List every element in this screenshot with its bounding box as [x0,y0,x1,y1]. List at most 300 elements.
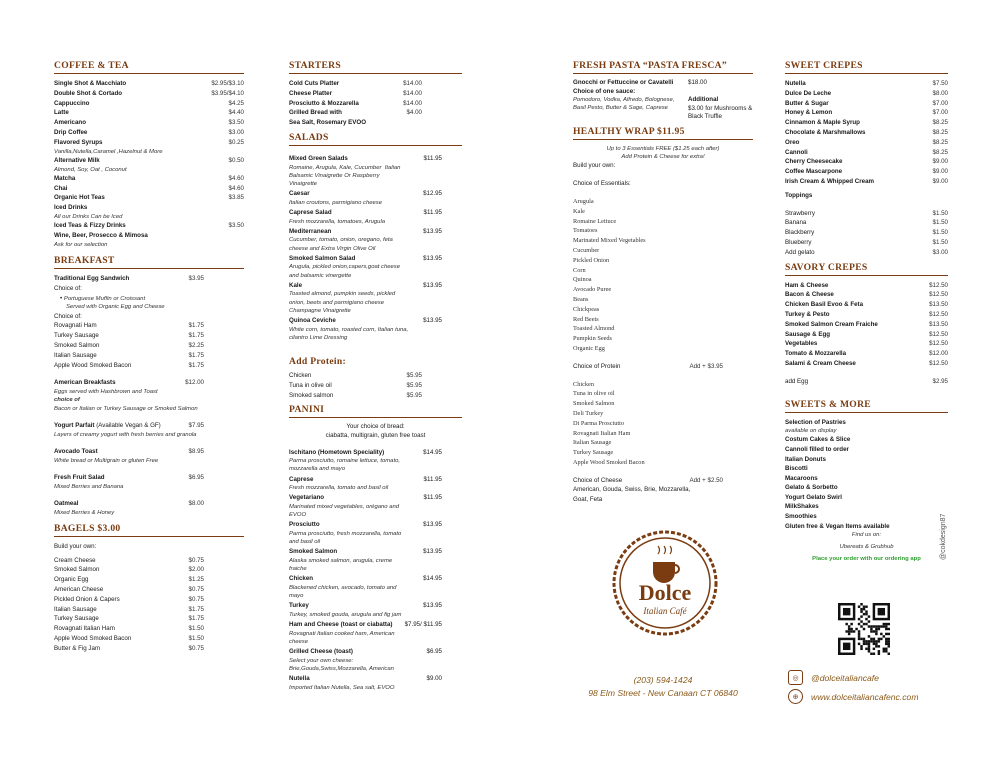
list-item: Marinated Mixed Vegetables [573,237,646,245]
item-description: Rovagnati Italian cooked ham, American cheese [289,630,395,645]
sweet-crepes-title: SWEET CREPES [785,60,948,74]
item-name: Grilled Cheese (toast) [289,648,353,656]
item-price: $11.95 [423,154,442,162]
item-price: $13.50 [929,301,948,309]
menu-row [785,359,948,369]
list-item: Biscotti [785,465,808,473]
add-egg-row: add Egg $2.95 [785,377,948,385]
item-name: Drip Coffee [54,128,88,136]
instagram-row[interactable] [788,670,958,685]
item-price: $3.85 [228,194,244,202]
iced-note: All our Drinks Can be Iced [54,213,123,220]
item-price: $8.25 [932,138,948,146]
choice-of-label-2: Choice of: [54,312,82,320]
menu-row [54,624,244,634]
item-price: $4.25 [228,99,244,107]
column-3 [573,56,753,504]
cheese-choice-row: Choice of Cheese Add + $2.50 [573,476,723,484]
item-price: $11.95 [423,494,442,502]
coffee-list [54,79,244,148]
menu-row [54,321,244,331]
item-name: Smoked Salmon Salad [289,254,356,262]
list-item: Rovagnati Italian Ham [573,429,631,437]
menu-row [54,341,244,351]
item-price: $3.95/$4.10 [211,89,244,97]
item-price: $1.75 [188,615,204,623]
item-name: Chicken Basil Evoo & Feta [785,301,864,309]
item-description: Parma prosciutto, fresh mozzarella, tomato and basil oil [289,530,402,546]
item-name: Matcha [54,174,76,182]
menu-item [289,255,462,280]
item-price: $9.00 [932,158,948,166]
item-name: Turkey Sausage [54,615,99,623]
instagram-handle[interactable]: @dolceitaliancafe [811,672,879,683]
menu-item [289,190,462,207]
bread-label: Your choice of bread: [346,423,405,431]
menu-row [54,644,244,654]
item-name: Cream Cheese [54,556,96,564]
item-price: $11.95 [423,208,442,216]
item-price: $1.50 [932,229,948,237]
alt-milk-price: $0.50 [228,156,244,164]
item-name: Oreo [785,138,800,146]
bread-options: ciabatta, multigrain, gluten free toast [325,431,426,439]
list-item: Chicken [573,380,594,388]
website-row[interactable] [788,689,958,704]
pasta-title: FRESH PASTA “PASTA FRESCA” [573,60,753,74]
menu-item [289,476,462,493]
alt-milk-name: Alternative Milk [54,156,100,164]
menu-row [785,157,948,167]
item-price: $8.25 [932,128,948,136]
menu-row [785,209,948,219]
list-item: Pumpkin Seeds [573,335,613,343]
item-price: $13.95 [423,548,442,556]
sweet-list [785,79,948,187]
item-price: $9.00 [426,675,442,683]
item-description: Toasted almond, pumpkin seeds, pickled onion, beets and parmigiano cheese Champagne Vinaigrette [289,291,396,314]
menu-item [289,282,462,315]
list-item: MilkShakes [785,503,819,511]
item-name: Vegetariano [289,494,325,502]
item-description: White corn, tomato, roasted corn, Italian tuna, cilantro Lime Dressing [289,326,409,341]
item-name: Iced Drinks [54,204,88,212]
item-name: Turkey & Pesto [785,310,830,318]
meat-list [54,321,244,370]
item-price: $12.95 [423,190,442,198]
menu-row [785,300,948,310]
item-price: $0.75 [188,556,204,564]
pastries-note: available on display [785,428,837,435]
list-item: Pickled Onion [573,256,610,264]
menu-item [289,648,462,673]
item-price: $4.60 [228,184,244,192]
list-item: Tuna in olive oil [573,390,615,398]
item-name: Latte [54,109,69,117]
item-name: Nutella [785,80,806,87]
item-name: Caprese [289,475,314,483]
item-name: Cappuccino [54,99,90,107]
bagels-title: BAGELS $3.00 [54,523,244,537]
item-price: $1.50 [932,209,948,217]
menu-row [54,79,244,89]
list-item: Smoked Salmon [573,400,615,408]
item-description: Parma prosciutto, romaine lettuce, tomato, mozzarella and mayo [289,458,400,473]
menu-row [289,371,462,381]
starters-title: STARTERS [289,60,462,74]
menu-row [785,310,948,320]
address: 98 Elm Street - New Canaan CT 06840 [588,688,738,698]
alt-milk-note: Almond, Soy, Oat , Coconut [54,166,127,173]
item-name: Smoked Salmon [54,341,100,349]
item-price: $9.00 [932,177,948,185]
list-item: Di Parma Prosciutto [573,419,625,427]
menu-item [289,621,462,646]
oatmeal-row: Oatmeal $8.00 [54,499,204,507]
american-note-1: Eggs served with Hashbrown and Toast [54,389,158,396]
fruit-row: Fresh Fruit Salad $6.95 [54,473,204,481]
menu-row [785,248,948,258]
list-item: Corn [573,266,586,274]
bagel-list [54,556,244,654]
menu-row [289,79,462,89]
item-name: Wine, Beer, Prosecco & Mimosa [54,231,148,239]
menu-row [54,221,244,231]
menu-row [785,238,948,248]
item-name: Ham & Cheese [785,281,829,289]
item-name: Prosciutto [289,521,320,529]
globe-icon: ⊕ [788,689,803,704]
cheese-list: American, Gouda, Swiss, Brie, Mozzarella, Goat, Feta [573,486,691,503]
menu-row [785,290,948,300]
item-name: Quinoa Ceviche [289,316,336,324]
salads-title: SALADS [289,132,462,146]
item-name: Coffee Mascarpone [785,168,843,176]
menu-row [785,218,948,228]
item-name: Double Shot & Cortado [54,89,123,97]
menu-row [785,177,948,187]
item-name: Honey & Lemon [785,109,833,117]
menu-row [54,605,244,615]
item-price: $1.75 [188,605,204,613]
item-price: $8.25 [932,148,948,156]
item-price: $7.95/ $11.95 [404,621,442,629]
pasta-price: $18.00 [688,79,707,86]
item-price: $11.95 [423,475,442,483]
item-price: $2.00 [188,566,204,574]
list-item: Gelato & Sorbetto [785,484,838,492]
list-item: Macaroons [785,474,818,482]
wrap-line-1: Up to 3 Essentials FREE ($1.25 each after) [606,145,720,152]
essentials-list [573,197,753,354]
list-item: Organic Egg [573,344,605,352]
parfait-note: Layers of creamy yogurt with fresh berries and granola [54,431,197,438]
list-item: Tomatoes [573,227,598,235]
menu-row [785,228,948,238]
item-name: Smoked salmon [289,391,334,399]
item-price: $0.75 [188,644,204,652]
item-price: $1.50 [932,238,948,246]
essentials-label: Choice of Essentials: [573,180,631,188]
wrap-build: Build your own: [573,162,616,170]
item-name: Apple Wood Smoked Bacon [54,361,132,369]
item-name: Salami & Cream Cheese [785,359,856,367]
bagels-build: Build your own: [54,542,97,550]
menu-row [54,138,244,148]
designer-credit: @cokdesign87 [940,513,947,560]
item-name: Single Shot & Macchiato [54,80,127,87]
item-price: $3.00 [228,128,244,136]
item-description: Fresh mozzarella, tomato and basil oil [289,485,389,492]
toppings-label: Toppings [785,191,813,199]
item-price: $5.95 [406,391,422,399]
menu-row [54,203,244,213]
oatmeal-note: Mixed Berries & Honey [54,509,115,516]
item-name: Butter & Sugar [785,99,829,107]
item-price: $1.50 [188,634,204,642]
list-item: Cannoli filled to order [785,445,849,453]
dolce-logo [610,528,720,648]
item-price: $1.75 [188,351,204,359]
item-price: $9.00 [932,168,948,176]
menu-row [54,361,244,371]
item-price: $14.00 [403,80,422,87]
menu-row [785,339,948,349]
item-description: Marinated mixed vegetables, orégano and EVOO [289,503,400,519]
coffee-title: COFFEE & TEA [54,60,244,74]
item-name: Apple Wood Smoked Bacon [54,634,132,642]
additional-text: $3.00 for Mushrooms & Black Truffle [688,104,753,121]
find-us: Find us on: [851,532,882,539]
item-name: Vegetables [785,340,818,348]
list-item: Arugula [573,197,594,205]
menu-row [785,138,948,148]
menu-row [785,320,948,330]
ask-note: Ask for our selection [54,241,108,248]
menu-item [289,317,462,342]
item-price: $1.75 [188,322,204,330]
item-name: Rovagnati Ham [54,322,97,330]
coffee-list-3 [54,221,244,241]
item-name: Mediterranean [289,227,332,235]
item-price: $1.75 [188,361,204,369]
panini-title: PANINI [289,404,462,418]
menu-row [785,330,948,340]
menu-row [54,351,244,361]
item-name: Ham and Cheese (toast or ciabatta) [289,621,393,629]
menu-item [289,548,462,573]
item-name: Turkey Sausage [54,332,99,340]
item-price: $12.50 [929,330,948,338]
menu-item [289,494,462,519]
list-item: Turkey Sausage [573,449,614,457]
item-name: Cannoli [785,148,808,156]
menu-row [289,118,462,128]
item-name: Banana [785,219,807,227]
item-description: Select your own cheese: Brie,Gouda,Swiss,Mozzarella, American [289,657,394,672]
item-name: Iced Teas & Fizzy Drinks [54,222,126,230]
menu-row [54,614,244,624]
menu-row [289,381,462,391]
list-item: Costum Cakes & Slice [785,436,851,444]
american-choice: choice of [54,397,80,404]
item-name: Ischitano (Hometown Speciality) [289,448,385,456]
item-price: $3.50 [228,119,244,127]
item-price: $4.40 [228,109,244,117]
item-name: Organic Hot Teas [54,194,105,202]
menu-row [289,108,462,118]
menu-item [289,209,462,226]
list-item: Cucumber [573,246,600,254]
menu-row [54,565,244,575]
wrap-title: HEALTHY WRAP $11.95 [573,126,753,140]
item-name: Caesar [289,190,310,198]
protein-title: Add Protein: [289,355,346,367]
menu-row [54,585,244,595]
item-name: Smoked Salmon Cream Fraiche [785,320,878,328]
wrap-protein-list [573,380,753,468]
item-name: Rovagnati Italian Ham [54,625,115,633]
menu-row [785,281,948,291]
item-name: Italian Sausage [54,605,97,613]
logo-brand: Dolce [638,580,692,605]
menu-row [289,89,462,99]
item-name: Blackberry [785,229,815,237]
fruit-note: Mixed Berries and Banana [54,483,124,490]
item-price: $7.50 [932,80,948,87]
item-name: Pickled Onion & Capers [54,595,120,603]
menu-row [54,193,244,203]
item-price: $8.00 [932,89,948,97]
protein-list [289,371,462,400]
item-price: $13.95 [423,227,442,235]
menu-row [54,89,244,99]
pasta-block [573,79,753,122]
item-description: Romaine, Arugula, Kale, Cucumber Italian Balsamic Vinaigrette Or Raspberry Vinaigrette [289,164,401,187]
item-name: Chocolate & Marshmallows [785,128,866,136]
item-description: Arugula, pickled onion,capers,goat cheese and balsamic vinergette [289,264,401,279]
egg-sandwich-row [54,274,244,284]
item-name: Tuna in olive oil [289,381,332,389]
item-name: Grilled Bread with [289,109,342,117]
item-price: $5.95 [406,371,422,379]
pasta-name: Gnocchi or Fettuccine or Cavatelli [573,79,674,86]
menu-row [54,556,244,566]
list-item: Smoothies [785,513,817,521]
list-item: Deli Turkey [573,409,604,417]
item-price: $12.50 [929,291,948,299]
list-item: Red Beets [573,315,599,323]
item-name: Cheese Platter [289,89,332,97]
menu-item [289,675,462,692]
sweets-more-title: SWEETS & MORE [785,399,948,413]
list-item: Italian Donuts [785,455,826,463]
phone-number: (203) 594-1424 [633,675,693,685]
item-price: $1.25 [188,576,204,584]
item-name: Prosciutto & Mozzarella [289,99,359,107]
item-name: Add gelato [785,248,815,256]
toppings-list [785,209,948,258]
item-price: $13.95 [423,316,442,324]
list-item: Kale [573,207,585,215]
item-name: Chicken [289,371,312,379]
item-price: $2.25 [188,341,204,349]
item-name: Cold Cuts Platter [289,80,340,87]
item-price: $12.00 [929,350,948,358]
item-description: Fresh mozzarella, tomatoes, Arugula [289,218,386,225]
item-name: Caprese Salad [289,208,332,216]
menu-row [785,79,948,89]
menu-row [785,89,948,99]
item-price: $3.00 [932,248,948,256]
item-price: $2.95/$3.10 [211,80,244,87]
list-item: Toasted Almond [573,325,615,333]
menu-row [54,108,244,118]
item-name: Turkey [289,602,309,610]
item-price: $12.50 [929,359,948,367]
additional-label: Additional [688,96,719,104]
avocado-note: White bread or Multigrain or gluten Free [54,457,159,464]
item-name: Mixed Green Salads [289,154,348,162]
egg-sandwich-price: $3.95 [188,274,204,282]
item-price: $13.95 [423,281,442,289]
menu-row [785,167,948,177]
item-price: $14.00 [403,89,422,97]
item-price: $13.50 [929,320,948,328]
item-name: Sausage & Egg [785,330,831,338]
item-name: Chai [54,184,68,192]
menu-item [289,602,462,619]
website-link[interactable]: www.dolceitaliancafenc.com [811,691,919,702]
item-price: $12.50 [929,310,948,318]
savory-crepes-title: SAVORY CREPES [785,262,948,276]
muffin-bullet: • Portuguese Muffin or Croissant [60,294,146,302]
item-price: $0.25 [228,138,244,146]
item-description: Italian croutons, parmigiano cheese [289,199,382,206]
salads-list [289,155,462,342]
list-item: Avocado Puree [573,286,612,294]
list-item: Romaine Lettuce [573,217,617,225]
item-price: $1.50 [932,219,948,227]
menu-row [54,118,244,128]
item-description: Alaska smoked salmon, arugula, creme fraiche [289,557,393,573]
item-name: Cherry Cheesecake [785,158,843,166]
sauce-list: Pomodoro, Vodka, Alfredo, Bolognese, Basil Pesto, Butter & Sage, Caprese [573,97,675,112]
american-note-2: Bacon or Italian or Turkey Sausage or Smoked Salmon [54,405,198,412]
item-price: $3.50 [228,222,244,230]
protein-choice-row: Choice of Protein Add + $3.95 [573,362,723,370]
list-item: Chickpeas [573,305,600,313]
column-1 [54,56,244,654]
sauce-label: Choice of one sauce: [573,87,636,95]
qr-code[interactable] [838,603,890,655]
menu-item [289,155,462,188]
item-name: Chicken [289,575,314,583]
menu-row [54,575,244,585]
item-price: $0.75 [188,595,204,603]
item-name: Bacon & Cheese [785,291,834,299]
avocado-row: Avocado Toast $8.95 [54,447,204,455]
item-price: $4.00 [406,109,422,117]
menu-row [54,231,244,241]
menu-row [785,128,948,138]
menu-item [289,449,462,474]
item-name: Kale [289,281,303,289]
list-item: Selection of Pastries [785,418,846,426]
list-item: Yogurt Gelato Swirl [785,493,842,501]
list-item: Italian Sausage [573,439,612,447]
item-price: $1.75 [188,332,204,340]
